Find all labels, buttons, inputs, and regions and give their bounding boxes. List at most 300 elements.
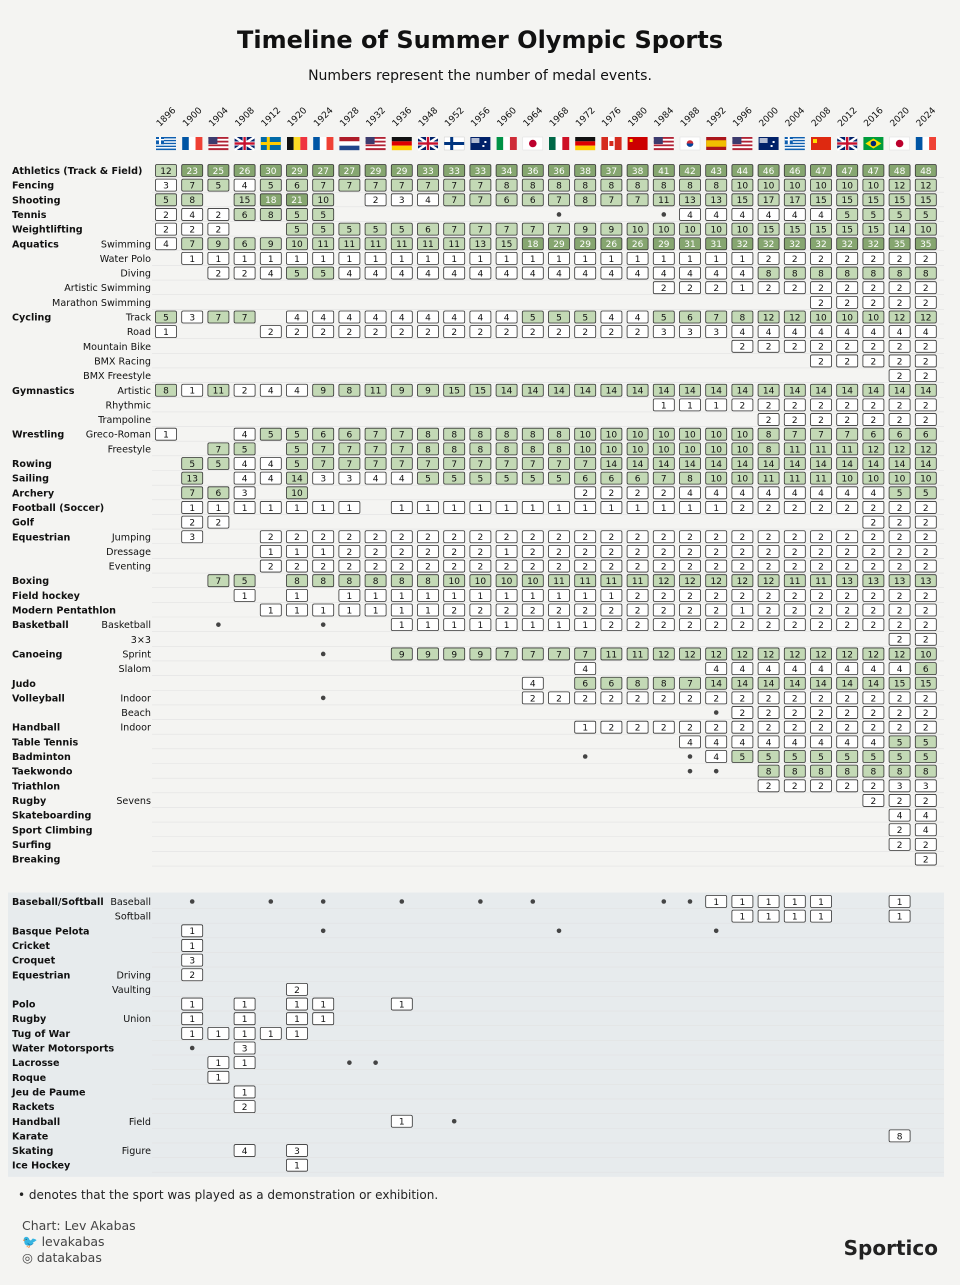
medal-event-count: 2 bbox=[739, 533, 746, 544]
medal-event-count: 7 bbox=[529, 459, 536, 470]
medal-event-cell bbox=[863, 736, 884, 748]
medal-event-cell bbox=[365, 428, 386, 440]
medal-event-cell bbox=[522, 472, 543, 484]
medal-event-count: 10 bbox=[789, 181, 801, 192]
medal-event-count: 2 bbox=[896, 503, 903, 514]
medal-event-count: 7 bbox=[451, 181, 458, 192]
medal-event-count: 4 bbox=[267, 459, 274, 470]
host-flag-1924-france bbox=[313, 137, 333, 150]
medal-event-count: 26 bbox=[605, 240, 618, 251]
medal-event-count: 2 bbox=[320, 328, 327, 339]
medal-event-cell bbox=[470, 252, 491, 264]
medal-event-count: 6 bbox=[425, 225, 431, 236]
medal-event-count: 11 bbox=[343, 240, 356, 251]
medal-event-count: 2 bbox=[922, 533, 929, 544]
medal-event-count: 4 bbox=[608, 313, 615, 324]
medal-event-cell bbox=[758, 414, 779, 426]
medal-event-cell bbox=[706, 487, 727, 499]
medal-event-cell bbox=[522, 326, 543, 338]
medal-event-cell bbox=[680, 648, 701, 660]
medal-event-cell bbox=[627, 619, 648, 631]
medal-event-count: 21 bbox=[291, 196, 303, 207]
medal-event-count: 10 bbox=[579, 445, 591, 456]
medal-event-count: 10 bbox=[684, 445, 696, 456]
medal-event-count: 1 bbox=[425, 254, 431, 265]
medal-event-cell bbox=[837, 414, 858, 426]
medal-event-cell bbox=[680, 384, 701, 396]
medal-event-count: 7 bbox=[425, 181, 431, 192]
medal-event-cell bbox=[811, 326, 832, 338]
host-flag-1968-mexico bbox=[549, 137, 569, 150]
medal-event-cell bbox=[732, 604, 753, 616]
medal-event-count: 13 bbox=[920, 577, 932, 588]
sport-label: Sailing bbox=[12, 473, 49, 485]
medal-event-count: 31 bbox=[710, 240, 722, 251]
medal-event-cell bbox=[522, 194, 543, 206]
medal-event-count: 8 bbox=[294, 577, 300, 588]
medal-event-count: 2 bbox=[608, 621, 615, 632]
medal-event-count: 3 bbox=[320, 474, 327, 485]
medal-event-count: 10 bbox=[658, 225, 670, 236]
medal-event-cell bbox=[889, 575, 910, 587]
medal-event-count: 23 bbox=[186, 166, 198, 177]
medal-event-count: 10 bbox=[736, 474, 749, 485]
medal-event-count: 10 bbox=[631, 225, 644, 236]
medal-event-count: 10 bbox=[579, 430, 591, 441]
medal-event-cell bbox=[339, 311, 360, 323]
medal-event-count: 10 bbox=[841, 313, 853, 324]
medal-event-count: 4 bbox=[713, 489, 720, 500]
medal-event-count: 7 bbox=[215, 577, 222, 588]
demonstration-note: • denotes that the sport was played as a demonstration or exhibition. bbox=[18, 1188, 439, 1202]
medal-event-cell bbox=[522, 619, 543, 631]
medal-event-count: 17 bbox=[789, 196, 801, 207]
medal-event-cell bbox=[522, 267, 543, 279]
medal-event-cell bbox=[156, 326, 177, 338]
medal-event-cell bbox=[391, 223, 412, 235]
medal-event-cell bbox=[758, 267, 779, 279]
medal-event-count: 9 bbox=[398, 650, 405, 661]
medal-event-count: 8 bbox=[503, 430, 510, 441]
medal-event-count: 2 bbox=[713, 591, 720, 602]
medal-event-count: 5 bbox=[556, 474, 562, 485]
medal-event-cell bbox=[837, 458, 858, 470]
medal-event-count: 2 bbox=[608, 562, 615, 573]
medal-event-cell bbox=[496, 589, 517, 601]
medal-event-count: 4 bbox=[713, 269, 720, 280]
medal-event-count: 4 bbox=[818, 665, 824, 675]
medal-event-cell bbox=[889, 765, 910, 777]
medal-event-count: 7 bbox=[713, 313, 720, 324]
medal-event-cell bbox=[287, 208, 308, 220]
medal-event-count: 2 bbox=[634, 591, 641, 602]
demonstration-dot bbox=[714, 929, 719, 934]
year-label-1956: 1956 bbox=[469, 105, 493, 130]
medal-event-cell bbox=[234, 458, 255, 470]
host-flag-1936-germany bbox=[392, 137, 412, 150]
demonstration-dot bbox=[688, 899, 693, 904]
medal-event-count: 1 bbox=[241, 1000, 248, 1011]
medal-event-cell bbox=[889, 809, 910, 821]
medal-event-count: 2 bbox=[818, 547, 824, 558]
medal-event-cell bbox=[313, 208, 334, 220]
medal-event-cell bbox=[837, 194, 858, 206]
medal-event-cell bbox=[837, 677, 858, 689]
medal-event-cell bbox=[784, 428, 805, 440]
medal-event-count: 2 bbox=[791, 503, 798, 514]
medal-event-count: 5 bbox=[791, 752, 798, 763]
medal-event-count: 12 bbox=[736, 650, 749, 661]
medal-event-count: 10 bbox=[631, 430, 644, 441]
medal-event-cell bbox=[758, 648, 779, 660]
medal-event-cell bbox=[549, 384, 570, 396]
medal-event-count: 5 bbox=[529, 474, 536, 485]
medal-event-count: 2 bbox=[660, 547, 667, 558]
medal-event-count: 15 bbox=[448, 386, 460, 397]
medal-event-cell bbox=[234, 472, 255, 484]
medal-event-count: 7 bbox=[320, 445, 327, 456]
medal-event-count: 5 bbox=[215, 181, 222, 192]
medal-event-cell bbox=[732, 311, 753, 323]
medal-event-cell bbox=[549, 252, 570, 264]
medal-event-cell bbox=[339, 252, 360, 264]
host-flag-1988-korea bbox=[680, 137, 700, 150]
medal-event-cell bbox=[680, 604, 701, 616]
medal-event-cell bbox=[182, 238, 203, 250]
medal-event-cell bbox=[470, 604, 491, 616]
medal-event-cell bbox=[182, 223, 203, 235]
medal-event-count: 7 bbox=[372, 459, 379, 470]
medal-event-cell bbox=[444, 326, 465, 338]
medal-event-count: 2 bbox=[634, 489, 641, 500]
medal-event-cell bbox=[915, 516, 936, 528]
medal-event-count: 2 bbox=[267, 533, 274, 544]
medal-event-count: 2 bbox=[922, 606, 929, 617]
medal-event-cell bbox=[889, 311, 910, 323]
medal-event-count: 2 bbox=[294, 533, 300, 544]
medal-event-count: 1 bbox=[267, 606, 274, 617]
medal-event-count: 2 bbox=[870, 606, 877, 617]
medal-event-cell bbox=[444, 472, 465, 484]
medal-event-cell bbox=[915, 179, 936, 191]
medal-event-count: 1 bbox=[320, 606, 327, 617]
medal-event-cell bbox=[627, 311, 648, 323]
medal-event-count: 12 bbox=[789, 650, 801, 661]
medal-event-count: 1 bbox=[582, 723, 589, 734]
discipline-label: Baseball bbox=[110, 897, 151, 908]
medal-event-cell bbox=[863, 516, 884, 528]
medal-event-count: 2 bbox=[451, 562, 458, 573]
medal-event-cell bbox=[549, 692, 570, 704]
medal-event-count: 14 bbox=[867, 386, 880, 397]
medal-event-cell bbox=[811, 487, 832, 499]
medal-event-count: 2 bbox=[844, 503, 851, 514]
medal-event-cell bbox=[915, 794, 936, 806]
medal-event-cell bbox=[156, 208, 177, 220]
sport-label: Archery bbox=[12, 488, 55, 500]
medal-event-cell bbox=[811, 721, 832, 733]
medal-event-count: 4 bbox=[896, 665, 903, 675]
medal-event-cell bbox=[915, 223, 936, 235]
medal-event-cell bbox=[889, 736, 910, 748]
medal-event-cell bbox=[208, 443, 229, 455]
year-label-1964: 1964 bbox=[521, 105, 546, 130]
year-label-2008: 2008 bbox=[810, 105, 834, 130]
medal-event-cell bbox=[653, 194, 674, 206]
medal-event-cell bbox=[680, 267, 701, 279]
medal-event-count: 2 bbox=[818, 782, 824, 793]
medal-event-cell bbox=[627, 458, 648, 470]
sport-label: Basketball bbox=[12, 620, 69, 632]
medal-event-cell bbox=[208, 1071, 229, 1083]
medal-event-cell bbox=[915, 545, 936, 557]
medal-event-count: 11 bbox=[448, 240, 460, 251]
medal-event-count: 2 bbox=[660, 284, 667, 295]
medal-event-cell bbox=[549, 604, 570, 616]
medal-event-count: 32 bbox=[736, 240, 749, 251]
medal-event-cell bbox=[391, 179, 412, 191]
medal-event-cell bbox=[915, 326, 936, 338]
medal-event-count: 2 bbox=[818, 254, 824, 265]
medal-event-count: 11 bbox=[815, 445, 827, 456]
medal-event-count: 5 bbox=[844, 752, 851, 763]
medal-event-cell bbox=[889, 516, 910, 528]
medal-event-cell bbox=[549, 458, 570, 470]
medal-event-count: 2 bbox=[739, 621, 746, 632]
medal-event-cell bbox=[915, 428, 936, 440]
discipline-label: Diving bbox=[120, 268, 151, 280]
medal-event-count: 2 bbox=[634, 606, 641, 617]
medal-event-cell bbox=[365, 575, 386, 587]
medal-event-cell bbox=[863, 355, 884, 367]
medal-event-cell bbox=[287, 194, 308, 206]
demonstration-dot bbox=[400, 899, 405, 904]
host-flag-1908-uk bbox=[235, 137, 255, 150]
medal-event-cell bbox=[260, 252, 281, 264]
medal-event-count: 32 bbox=[841, 240, 853, 251]
medal-event-count: 5 bbox=[477, 474, 484, 485]
medal-event-count: 1 bbox=[372, 254, 379, 265]
medal-event-cell bbox=[496, 311, 517, 323]
medal-event-cell bbox=[889, 252, 910, 264]
medal-event-count: 5 bbox=[739, 752, 746, 763]
medal-event-cell bbox=[627, 531, 648, 543]
medal-event-count: 1 bbox=[818, 912, 824, 923]
medal-event-count: 4 bbox=[294, 386, 300, 397]
medal-event-count: 2 bbox=[634, 621, 641, 632]
medal-event-cell bbox=[182, 1027, 203, 1039]
medal-event-cell bbox=[182, 954, 203, 966]
medal-event-cell bbox=[470, 311, 491, 323]
medal-event-cell bbox=[784, 267, 805, 279]
medal-event-count: 2 bbox=[896, 372, 903, 382]
medal-event-count: 2 bbox=[791, 782, 798, 793]
medal-event-cell bbox=[732, 560, 753, 572]
medal-event-count: 42 bbox=[684, 166, 696, 177]
medal-event-count: 9 bbox=[582, 225, 589, 236]
medal-event-count: 2 bbox=[870, 415, 877, 426]
medal-event-count: 1 bbox=[687, 254, 693, 265]
medal-event-count: 3 bbox=[896, 782, 903, 793]
medal-event-count: 14 bbox=[893, 225, 906, 236]
year-label-1996: 1996 bbox=[731, 105, 755, 130]
medal-event-count: 1 bbox=[739, 606, 746, 617]
demonstration-dot bbox=[557, 929, 562, 934]
medal-event-count: 8 bbox=[687, 474, 693, 485]
medal-event-cell bbox=[549, 428, 570, 440]
medal-event-count: 6 bbox=[582, 474, 589, 485]
medal-event-cell bbox=[575, 619, 596, 631]
medal-event-cell bbox=[575, 721, 596, 733]
medal-event-cell bbox=[758, 589, 779, 601]
medal-event-count: 7 bbox=[503, 459, 510, 470]
medal-event-count: 2 bbox=[896, 284, 903, 295]
medal-event-cell bbox=[444, 501, 465, 513]
medal-event-count: 2 bbox=[765, 284, 772, 295]
medal-event-cell bbox=[470, 326, 491, 338]
medal-event-count: 43 bbox=[710, 166, 722, 177]
medal-event-cell bbox=[470, 165, 491, 177]
medal-event-cell bbox=[575, 531, 596, 543]
medal-event-count: 12 bbox=[710, 577, 722, 588]
medal-event-count: 4 bbox=[477, 313, 484, 324]
medal-event-count: 7 bbox=[372, 430, 379, 441]
medal-event-count: 33 bbox=[448, 166, 460, 177]
medal-event-count: 5 bbox=[870, 210, 877, 221]
medal-event-cell bbox=[444, 619, 465, 631]
medal-event-count: 6 bbox=[320, 430, 327, 441]
medal-event-count: 2 bbox=[713, 547, 720, 558]
twitter-handle: levakabas bbox=[41, 1234, 105, 1249]
medal-event-count: 1 bbox=[215, 1059, 222, 1070]
medal-event-cell bbox=[863, 179, 884, 191]
medal-event-cell bbox=[182, 179, 203, 191]
medal-event-cell bbox=[811, 589, 832, 601]
medal-event-count: 5 bbox=[241, 577, 248, 588]
medal-event-count: 14 bbox=[710, 386, 722, 397]
medal-event-cell bbox=[418, 589, 439, 601]
medal-event-cell bbox=[182, 458, 203, 470]
medal-event-count: 5 bbox=[189, 459, 196, 470]
medal-event-cell bbox=[837, 472, 858, 484]
medal-event-count: 10 bbox=[631, 445, 644, 456]
medal-event-count: 1 bbox=[241, 503, 248, 514]
medal-event-count: 1 bbox=[294, 547, 300, 558]
medal-event-cell bbox=[915, 355, 936, 367]
medal-event-cell bbox=[811, 707, 832, 719]
medal-event-count: 2 bbox=[582, 606, 589, 617]
medal-event-cell bbox=[732, 179, 753, 191]
medal-event-cell bbox=[915, 399, 936, 411]
medal-event-count: 2 bbox=[922, 708, 929, 719]
medal-event-count: 2 bbox=[582, 533, 589, 544]
medal-event-count: 2 bbox=[922, 547, 929, 558]
medal-event-cell bbox=[732, 428, 753, 440]
medal-event-count: 4 bbox=[844, 738, 851, 749]
medal-event-count: 2 bbox=[556, 547, 562, 558]
medal-event-cell bbox=[522, 252, 543, 264]
medal-event-cell bbox=[863, 780, 884, 792]
medal-event-count: 9 bbox=[477, 650, 484, 661]
medal-event-count: 8 bbox=[477, 445, 484, 456]
medal-event-count: 2 bbox=[687, 694, 693, 705]
medal-event-cell bbox=[837, 751, 858, 763]
medal-event-count: 7 bbox=[372, 445, 379, 456]
medal-event-count: 14 bbox=[815, 459, 827, 470]
medal-event-cell bbox=[260, 531, 281, 543]
medal-event-cell bbox=[758, 751, 779, 763]
medal-event-count: 14 bbox=[631, 459, 644, 470]
medal-event-cell bbox=[575, 472, 596, 484]
medal-event-count: 7 bbox=[372, 181, 379, 192]
medal-event-count: 11 bbox=[815, 577, 827, 588]
medal-event-cell bbox=[811, 531, 832, 543]
medal-event-count: 2 bbox=[922, 591, 929, 602]
medal-event-count: 5 bbox=[896, 738, 903, 749]
medal-event-count: 2 bbox=[818, 298, 824, 309]
medal-event-cell bbox=[234, 428, 255, 440]
medal-event-count: 2 bbox=[896, 796, 903, 807]
demonstration-dot bbox=[531, 899, 536, 904]
medal-event-count: 1 bbox=[372, 606, 379, 617]
medal-event-cell bbox=[915, 589, 936, 601]
medal-event-cell bbox=[784, 575, 805, 587]
medal-event-count: 2 bbox=[922, 503, 929, 514]
medal-event-count: 2 bbox=[896, 606, 903, 617]
medal-event-cell bbox=[811, 282, 832, 294]
medal-event-cell bbox=[313, 443, 334, 455]
medal-event-cell bbox=[889, 896, 910, 908]
medal-event-cell bbox=[182, 1013, 203, 1025]
medal-event-count: 2 bbox=[346, 547, 353, 558]
medal-event-cell bbox=[470, 560, 491, 572]
medal-event-count: 1 bbox=[294, 1161, 300, 1172]
medal-event-cell bbox=[496, 560, 517, 572]
medal-event-count: 14 bbox=[658, 386, 670, 397]
medal-event-count: 10 bbox=[920, 650, 932, 661]
medal-event-cell bbox=[418, 458, 439, 470]
medal-event-cell bbox=[758, 165, 779, 177]
medal-event-cell bbox=[784, 223, 805, 235]
medal-event-count: 12 bbox=[762, 577, 775, 588]
medal-event-cell bbox=[732, 501, 753, 513]
medal-event-cell bbox=[837, 560, 858, 572]
medal-event-count: 1 bbox=[477, 621, 484, 632]
medal-event-count: 10 bbox=[920, 474, 932, 485]
medal-event-cell bbox=[758, 560, 779, 572]
medal-event-count: 2 bbox=[398, 562, 405, 573]
medal-event-count: 8 bbox=[320, 577, 327, 588]
medal-event-count: 8 bbox=[896, 767, 903, 778]
medal-event-count: 2 bbox=[870, 533, 877, 544]
medal-event-cell bbox=[863, 267, 884, 279]
year-label-1928: 1928 bbox=[338, 105, 362, 130]
medal-event-cell bbox=[575, 575, 596, 587]
medal-event-count: 1 bbox=[713, 897, 720, 908]
demonstration-dot bbox=[321, 696, 326, 701]
medal-event-cell bbox=[732, 589, 753, 601]
medal-event-count: 2 bbox=[687, 533, 693, 544]
medal-event-cell bbox=[287, 501, 308, 513]
medal-event-count: 3 bbox=[241, 1044, 248, 1055]
medal-event-count: 14 bbox=[893, 386, 906, 397]
medal-event-cell bbox=[758, 765, 779, 777]
medal-event-cell bbox=[470, 179, 491, 191]
medal-event-count: 8 bbox=[634, 679, 641, 690]
demonstration-dot bbox=[583, 754, 588, 759]
medal-event-cell bbox=[339, 501, 360, 513]
medal-event-count: 2 bbox=[556, 562, 562, 573]
